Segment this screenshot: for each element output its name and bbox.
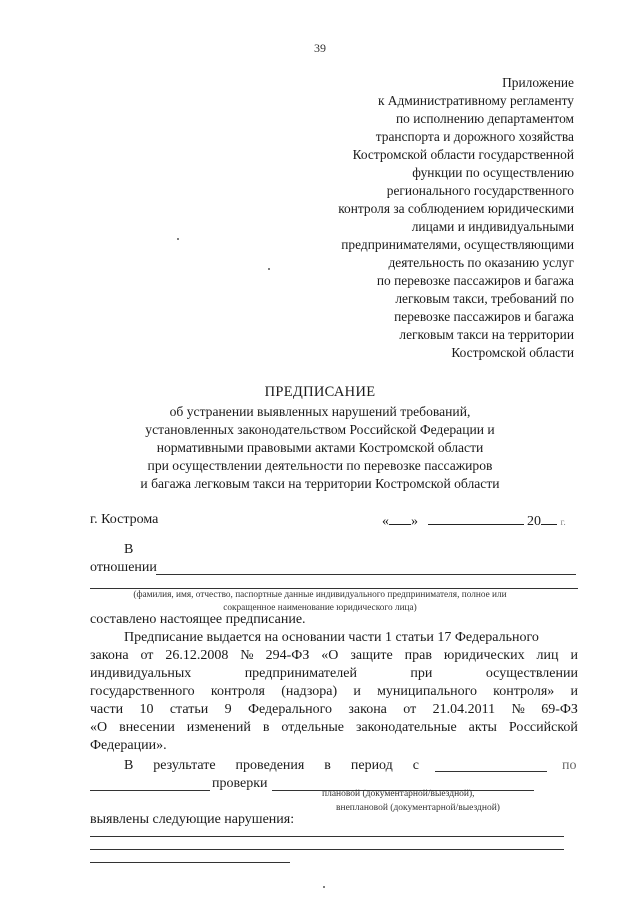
word: 69-ФЗ — [541, 702, 578, 717]
word: результате — [153, 758, 216, 773]
subtitle-line: установленных законодательством Российской Федерации и — [145, 422, 495, 437]
unplanned-note: внеплановой (документарной/выездной) — [336, 803, 500, 813]
basis-line-7: Федерации». — [90, 738, 167, 753]
word: 9 — [224, 702, 232, 717]
appendix-line: деятельность по оказанию услуг — [388, 255, 574, 270]
word: в — [324, 758, 331, 773]
day-blank[interactable] — [389, 512, 411, 525]
word: изменений — [186, 720, 251, 735]
word: 21.04.2011 — [432, 702, 496, 717]
word: закона — [90, 648, 129, 663]
appendix-line: по исполнению департаментом — [396, 111, 574, 126]
result-line — [124, 758, 419, 774]
violations-line-2[interactable] — [90, 849, 564, 850]
appendix-line: предпринимателями, осуществляющими — [341, 237, 574, 252]
appendix-line: лицами и индивидуальными — [411, 219, 574, 234]
word: законодательные — [355, 720, 457, 735]
month-blank[interactable] — [428, 512, 524, 525]
appendix-line: перевозке пассажиров и багажа — [394, 309, 574, 324]
basis-line-6 — [90, 720, 578, 736]
note-line-1: (фамилия, имя, отчество, паспортные данные индивидуального предпринимателя, полное или — [133, 590, 507, 600]
subtitle-line: об устранении выявленных нарушений требований, — [169, 404, 471, 419]
period-to-blank[interactable] — [90, 790, 210, 791]
basis-line-4 — [90, 684, 578, 700]
otnoshenii-blank-2[interactable] — [90, 588, 578, 589]
word: индивидуальных — [90, 666, 192, 681]
planned-note: плановой (документарной/выездной), — [322, 789, 475, 799]
word: № — [240, 648, 254, 663]
word: 294-ФЗ — [265, 648, 310, 663]
word: государственного — [90, 684, 195, 699]
appendix-line: контроля за соблюдением юридическими — [338, 201, 574, 216]
word: акты — [468, 720, 497, 735]
word: 26.12.2008 — [165, 648, 229, 663]
date-year: 20 — [527, 514, 541, 529]
word: В — [124, 758, 134, 773]
period-from-blank[interactable] — [435, 771, 547, 772]
word: осуществлении — [485, 666, 578, 681]
word: и — [353, 684, 361, 699]
subtitle-line: и багажа легковым такси на территории Костромской области — [140, 476, 500, 491]
appendix-line: Приложение — [502, 75, 574, 90]
word: Федерального — [247, 702, 332, 717]
date-open-quote: « — [382, 514, 389, 529]
word: с — [412, 758, 419, 773]
word: статьи — [169, 702, 209, 717]
appendix-line: Костромской области — [451, 345, 574, 360]
year-blank[interactable] — [541, 512, 557, 525]
year-suffix: г. — [560, 518, 566, 528]
word: контроля — [210, 684, 265, 699]
scan-speck — [177, 238, 179, 240]
city-label: г. Кострома — [90, 512, 159, 527]
violations-label: выявлены следующие нарушения: — [90, 812, 295, 827]
word: период — [350, 758, 393, 773]
basis-line-3 — [90, 666, 578, 682]
v-label: В — [124, 542, 134, 557]
word: предпринимателей — [244, 666, 357, 681]
word: в — [262, 720, 270, 735]
appendix-line: функции по осуществлению — [412, 165, 574, 180]
composed-text: составлено настоящее предписание. — [90, 612, 306, 627]
word: от — [140, 648, 154, 663]
appendix-block — [234, 74, 574, 362]
word: прав — [404, 648, 432, 663]
word: проведения — [235, 758, 305, 773]
word: части — [90, 702, 124, 717]
date-field[interactable] — [382, 512, 566, 530]
word: «О — [90, 720, 108, 735]
violations-line-1[interactable] — [90, 836, 564, 837]
word: лиц — [536, 648, 559, 663]
word: и — [570, 648, 578, 663]
violations-line-3[interactable] — [90, 862, 290, 863]
basis-line-2 — [90, 648, 578, 664]
word: внесении — [119, 720, 175, 735]
word: отдельные — [281, 720, 344, 735]
word: закона — [348, 702, 387, 717]
po-label: по — [562, 758, 577, 773]
subtitle-line: при осуществлении деятельности по перевозке пассажиров — [147, 458, 493, 473]
word: юридических — [443, 648, 525, 663]
basis-line-5 — [90, 702, 578, 718]
note-line-2: сокращенное наименование юридического лица) — [223, 603, 417, 613]
word: № — [511, 702, 525, 717]
appendix-line: Костромской области государственной — [352, 147, 574, 162]
word: защите — [350, 648, 393, 663]
word: (надзора) — [281, 684, 338, 699]
word: контроля» — [493, 684, 555, 699]
document-subtitle — [0, 403, 640, 493]
word: от — [403, 702, 417, 717]
word: «О — [321, 648, 339, 663]
subtitle-line: нормативными правовыми актами Костромской области — [156, 440, 484, 455]
proverki-label: проверки — [212, 776, 268, 791]
word: муниципального — [377, 684, 477, 699]
appendix-line: регионального государственного — [386, 183, 574, 198]
word: 10 — [139, 702, 154, 717]
appendix-line: к Административному регламенту — [377, 93, 574, 108]
date-close-quote: » — [411, 514, 418, 529]
scan-speck — [323, 886, 325, 888]
word: при — [410, 666, 433, 681]
otnoshenii-blank[interactable] — [156, 574, 576, 575]
basis-line-1: Предписание выдается на основании части 1 статьи 17 Федерального — [124, 630, 539, 645]
word: и — [570, 684, 578, 699]
appendix-line: легковым такси на территории — [399, 327, 574, 342]
word: Российской — [508, 720, 578, 735]
appendix-line: по перевозке пассажиров и багажа — [376, 273, 574, 288]
appendix-line: транспорта и дорожного хозяйства — [375, 129, 574, 144]
otnoshenii-label: отношении — [90, 560, 157, 575]
scan-speck — [268, 268, 270, 270]
document-title: ПРЕДПИСАНИЕ — [264, 384, 376, 400]
page-number: 39 — [314, 41, 326, 55]
appendix-line: легковым такси, требований по — [395, 291, 574, 306]
